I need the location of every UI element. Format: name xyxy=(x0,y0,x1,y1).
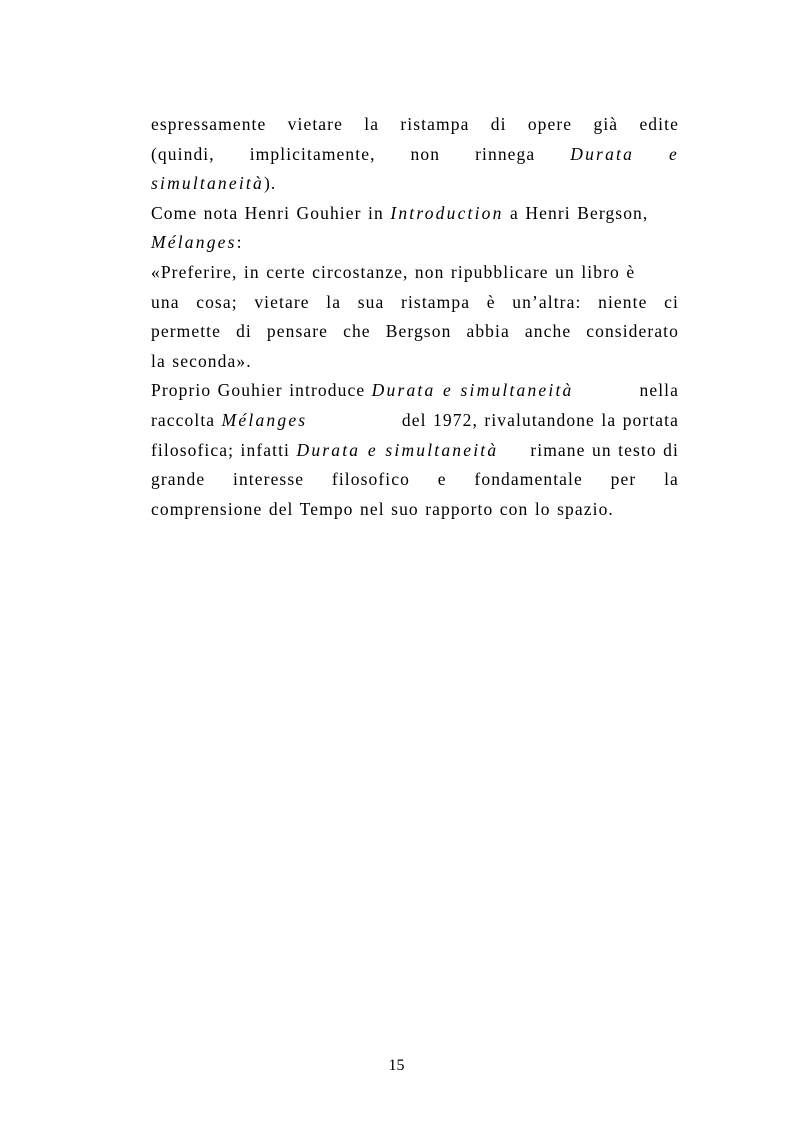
word: è xyxy=(486,291,496,312)
text-fragment: Come nota Henri Gouhier in xyxy=(151,202,391,223)
word: non xyxy=(410,143,441,164)
text-line-5 xyxy=(151,228,679,258)
text-fragment: : xyxy=(236,232,243,253)
word: espressamente xyxy=(151,114,267,134)
text-line-10 xyxy=(151,376,679,406)
word: abbia xyxy=(466,321,510,342)
text-fragment xyxy=(151,376,573,406)
text-line-12 xyxy=(151,436,679,466)
text-fragment: ). xyxy=(263,173,277,194)
text-fragment xyxy=(151,406,307,436)
word: una xyxy=(151,291,180,312)
word: e xyxy=(437,469,447,490)
word: cosa; xyxy=(196,291,238,312)
text-line-9: la seconda». xyxy=(151,350,252,371)
word: la xyxy=(326,291,342,312)
word: (quindi, xyxy=(151,143,215,164)
text-line-2 xyxy=(151,140,679,170)
word: per xyxy=(610,469,637,490)
text-fragment xyxy=(151,436,498,466)
word: un’altra: xyxy=(512,291,582,312)
book-title: simultaneità xyxy=(151,173,264,194)
text-line-4 xyxy=(151,199,679,229)
word: permette xyxy=(151,321,222,342)
word: niente xyxy=(598,291,648,312)
text-line-7 xyxy=(151,288,679,318)
word: pensare xyxy=(266,321,329,342)
word: di xyxy=(490,114,507,134)
word: interesse xyxy=(233,469,305,490)
word: già xyxy=(593,114,619,134)
word: ci xyxy=(664,291,679,312)
word: che xyxy=(343,321,371,342)
word: filosofico xyxy=(331,469,410,490)
word: rinnega xyxy=(475,143,536,164)
word: la xyxy=(364,114,380,134)
text-fragment-a: Proprio Gouhier introduce xyxy=(151,380,372,401)
book-title-word: Durata xyxy=(570,143,635,164)
word: Bergson xyxy=(385,321,452,342)
word: ristampa xyxy=(400,114,470,134)
book-title: Mélanges xyxy=(221,409,308,430)
book-title: Introduction xyxy=(390,202,504,223)
word: sua xyxy=(357,291,385,312)
book-title: Durata e simultaneità xyxy=(371,380,574,401)
text-line-11 xyxy=(151,406,679,436)
word: anche xyxy=(524,321,572,342)
book-title: Durata e simultaneità xyxy=(296,439,499,460)
book-title-word: e xyxy=(669,143,679,164)
text-fragment: nella xyxy=(639,380,679,401)
word: opere xyxy=(527,114,573,134)
word: vietare xyxy=(287,114,343,134)
text-line-3 xyxy=(151,169,679,199)
text-fragment: del 1972, rivalutandone la portata xyxy=(401,409,679,430)
word: fondamentale xyxy=(474,469,583,490)
text-fragment-a: filosofica; infatti xyxy=(151,439,297,460)
word: di xyxy=(236,321,252,342)
word: la xyxy=(664,469,679,490)
page-body xyxy=(151,110,679,524)
text-line-8 xyxy=(151,317,679,347)
word: grande xyxy=(151,469,206,490)
text-line-1 xyxy=(151,110,679,140)
word: edite xyxy=(639,114,679,134)
text-fragment-a: raccolta xyxy=(151,409,222,430)
text-fragment: rimane un testo di xyxy=(530,439,679,460)
text-line-6: «Preferire, in certe circostanze, non ripubblicare un libro è xyxy=(151,261,636,282)
text-line-14: comprensione del Tempo nel suo rapporto con lo spazio. xyxy=(151,498,614,519)
word: considerato xyxy=(586,321,679,342)
word: vietare xyxy=(254,291,310,312)
page-number: 15 xyxy=(388,1057,405,1074)
text-line-13 xyxy=(151,465,679,495)
word: implicitamente, xyxy=(249,143,376,164)
text-fragment: a Henri Bergson, xyxy=(503,202,649,223)
book-title: Mélanges xyxy=(151,232,237,253)
word: ristampa xyxy=(401,291,471,312)
